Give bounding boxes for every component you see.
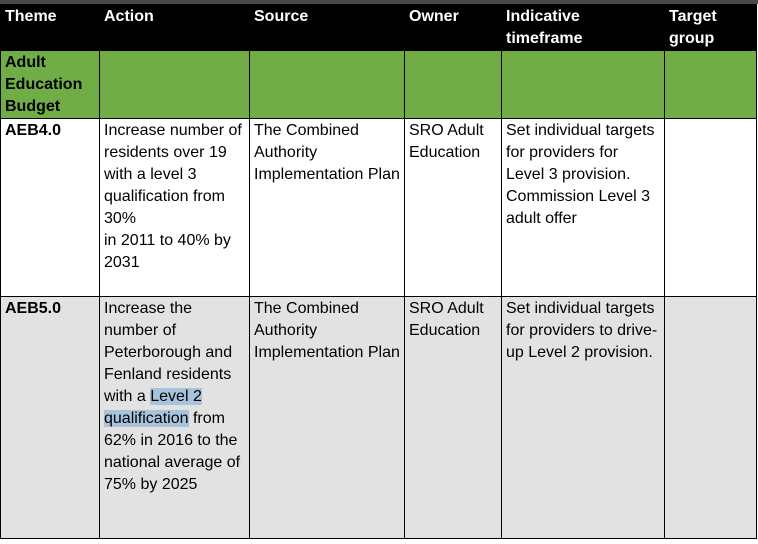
row-target-group [665, 297, 757, 539]
action-line: with a level 3 qualification from 30% [104, 166, 225, 227]
row-action [100, 297, 250, 539]
header-theme: Theme [1, 5, 100, 51]
row-owner: SRO Adult Education [405, 119, 502, 297]
table-row [1, 119, 757, 297]
row-code: AEB4.0 [1, 119, 100, 297]
group-cell [405, 51, 502, 119]
action-line: national average of 75% by 2025 [104, 454, 241, 493]
row-action [100, 119, 250, 297]
header-target-group: Target group [665, 5, 757, 51]
action-text: Increase the number of Peterborough and Fenland residents with a [104, 300, 233, 405]
row-source: The Combined Authority Implementation Plan [250, 119, 405, 297]
group-row [1, 51, 757, 119]
action-line: in 2011 to 40% by 2031 [104, 232, 231, 271]
table-row [1, 297, 757, 539]
row-source: The Combined Authority Implementation Plan [250, 297, 405, 539]
header-action: Action [100, 5, 250, 51]
action-text: from 62% in 2016 to the [104, 410, 238, 449]
header-source: Source [250, 5, 405, 51]
row-owner: SRO Adult Education [405, 297, 502, 539]
action-line: Increase number of residents over 19 [104, 122, 242, 161]
row-timeframe: Set individual targets for providers for Level 3 provision. Commission Level 3 adult offer [502, 119, 665, 297]
header-owner: Owner [405, 5, 502, 51]
header-timeframe: Indicative timeframe [502, 5, 665, 51]
group-label: Adult Education Budget [1, 51, 100, 119]
group-cell [100, 51, 250, 119]
highlighted-text: Level 2 qualification [104, 388, 202, 427]
row-timeframe: Set individual targets for providers to drive-up Level 2 provision. [502, 297, 665, 539]
header-row [1, 5, 757, 51]
action-plan-table [0, 4, 757, 539]
group-cell [250, 51, 405, 119]
row-code: AEB5.0 [1, 297, 100, 539]
group-cell [665, 51, 757, 119]
group-cell [502, 51, 665, 119]
row-target-group [665, 119, 757, 297]
